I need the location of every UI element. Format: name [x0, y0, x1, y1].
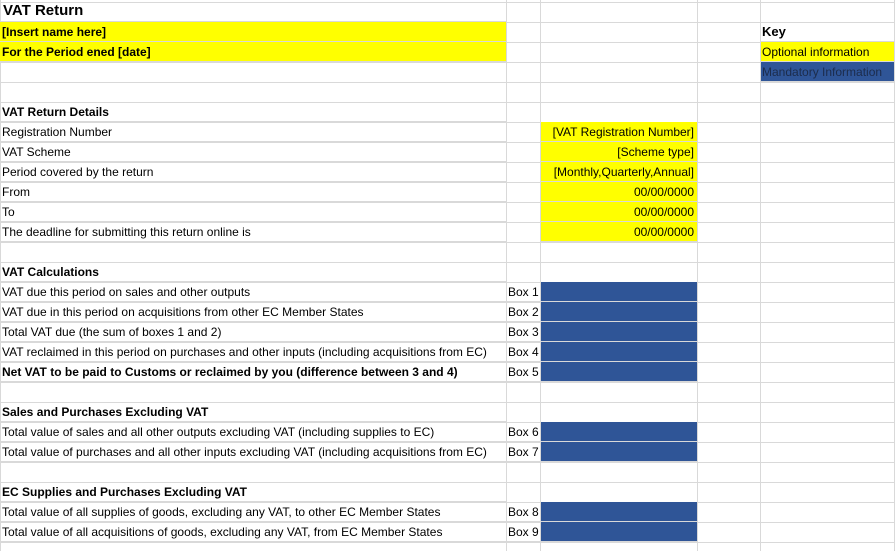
to-date-cell[interactable]: 00/00/0000	[540, 202, 697, 222]
ec-label-box9[interactable]: Total value of all acquisitions of goods, excluding any VAT, from EC Member States	[0, 522, 506, 542]
details-label-registration[interactable]: Registration Number	[0, 122, 506, 142]
registration-number-cell[interactable]: [VAT Registration Number]	[540, 122, 697, 142]
calc-label-box4[interactable]: VAT reclaimed in this period on purchases and other inputs (including acquisitions from EC)	[0, 342, 506, 362]
details-label-period[interactable]: Period covered by the return	[0, 162, 506, 182]
calc-label-box2[interactable]: VAT due in this period on acquisitions from other EC Member States	[0, 302, 506, 322]
details-label-deadline[interactable]: The deadline for submitting this return online is	[0, 222, 506, 242]
calculations-heading[interactable]: VAT Calculations	[0, 262, 506, 282]
calc-label-box5[interactable]: Net VAT to be paid to Customs or reclaimed by you (difference between 3 and 4)	[0, 362, 506, 382]
column-divider	[506, 0, 507, 551]
box-6-label: Box 6	[506, 422, 540, 442]
box-5-label: Box 5	[506, 362, 540, 382]
sales-label-box7[interactable]: Total value of purchases and all other inputs excluding VAT (including acquisitions from EC)	[0, 442, 506, 462]
period-placeholder-cell[interactable]: For the Period ened [date]	[0, 42, 506, 62]
calc-label-box1[interactable]: VAT due this period on sales and other outputs	[0, 282, 506, 302]
box-3-input[interactable]	[540, 322, 697, 342]
calc-label-box3[interactable]: Total VAT due (the sum of boxes 1 and 2)	[0, 322, 506, 342]
from-date-cell[interactable]: 00/00/0000	[540, 182, 697, 202]
vat-scheme-cell[interactable]: [Scheme type]	[540, 142, 697, 162]
details-heading[interactable]: VAT Return Details	[0, 102, 506, 122]
box-5-input[interactable]	[540, 362, 697, 382]
box-3-label: Box 3	[506, 322, 540, 342]
box-7-label: Box 7	[506, 442, 540, 462]
sheet-title[interactable]: VAT Return	[0, 0, 506, 22]
name-placeholder-cell[interactable]: [Insert name here]	[0, 22, 506, 42]
key-optional-cell[interactable]: Optional information	[760, 42, 895, 62]
period-covered-cell[interactable]: [Monthly,Quarterly,Annual]	[540, 162, 697, 182]
box-7-input[interactable]	[540, 442, 697, 462]
sales-purchases-heading[interactable]: Sales and Purchases Excluding VAT	[0, 402, 506, 422]
details-label-to[interactable]: To	[0, 202, 506, 222]
box-6-input[interactable]	[540, 422, 697, 442]
key-mandatory-cell[interactable]: Mandatory Information	[760, 62, 895, 82]
box-8-label: Box 8	[506, 502, 540, 522]
deadline-date-cell[interactable]: 00/00/0000	[540, 222, 697, 242]
box-4-label: Box 4	[506, 342, 540, 362]
column-divider	[540, 0, 541, 551]
box-2-label: Box 2	[506, 302, 540, 322]
details-label-scheme[interactable]: VAT Scheme	[0, 142, 506, 162]
box-1-input[interactable]	[540, 282, 697, 302]
sales-label-box6[interactable]: Total value of sales and all other outputs excluding VAT (including supplies to EC)	[0, 422, 506, 442]
box-9-input[interactable]	[540, 522, 697, 542]
box-1-label: Box 1	[506, 282, 540, 302]
column-divider	[760, 0, 761, 551]
box-9-label: Box 9	[506, 522, 540, 542]
column-divider	[697, 0, 698, 551]
box-2-input[interactable]	[540, 302, 697, 322]
details-label-from[interactable]: From	[0, 182, 506, 202]
box-8-input[interactable]	[540, 502, 697, 522]
box-4-input[interactable]	[540, 342, 697, 362]
ec-supplies-heading[interactable]: EC Supplies and Purchases Excluding VAT	[0, 482, 506, 502]
ec-label-box8[interactable]: Total value of all supplies of goods, excluding any VAT, to other EC Member States	[0, 502, 506, 522]
key-heading[interactable]: Key	[760, 22, 895, 42]
